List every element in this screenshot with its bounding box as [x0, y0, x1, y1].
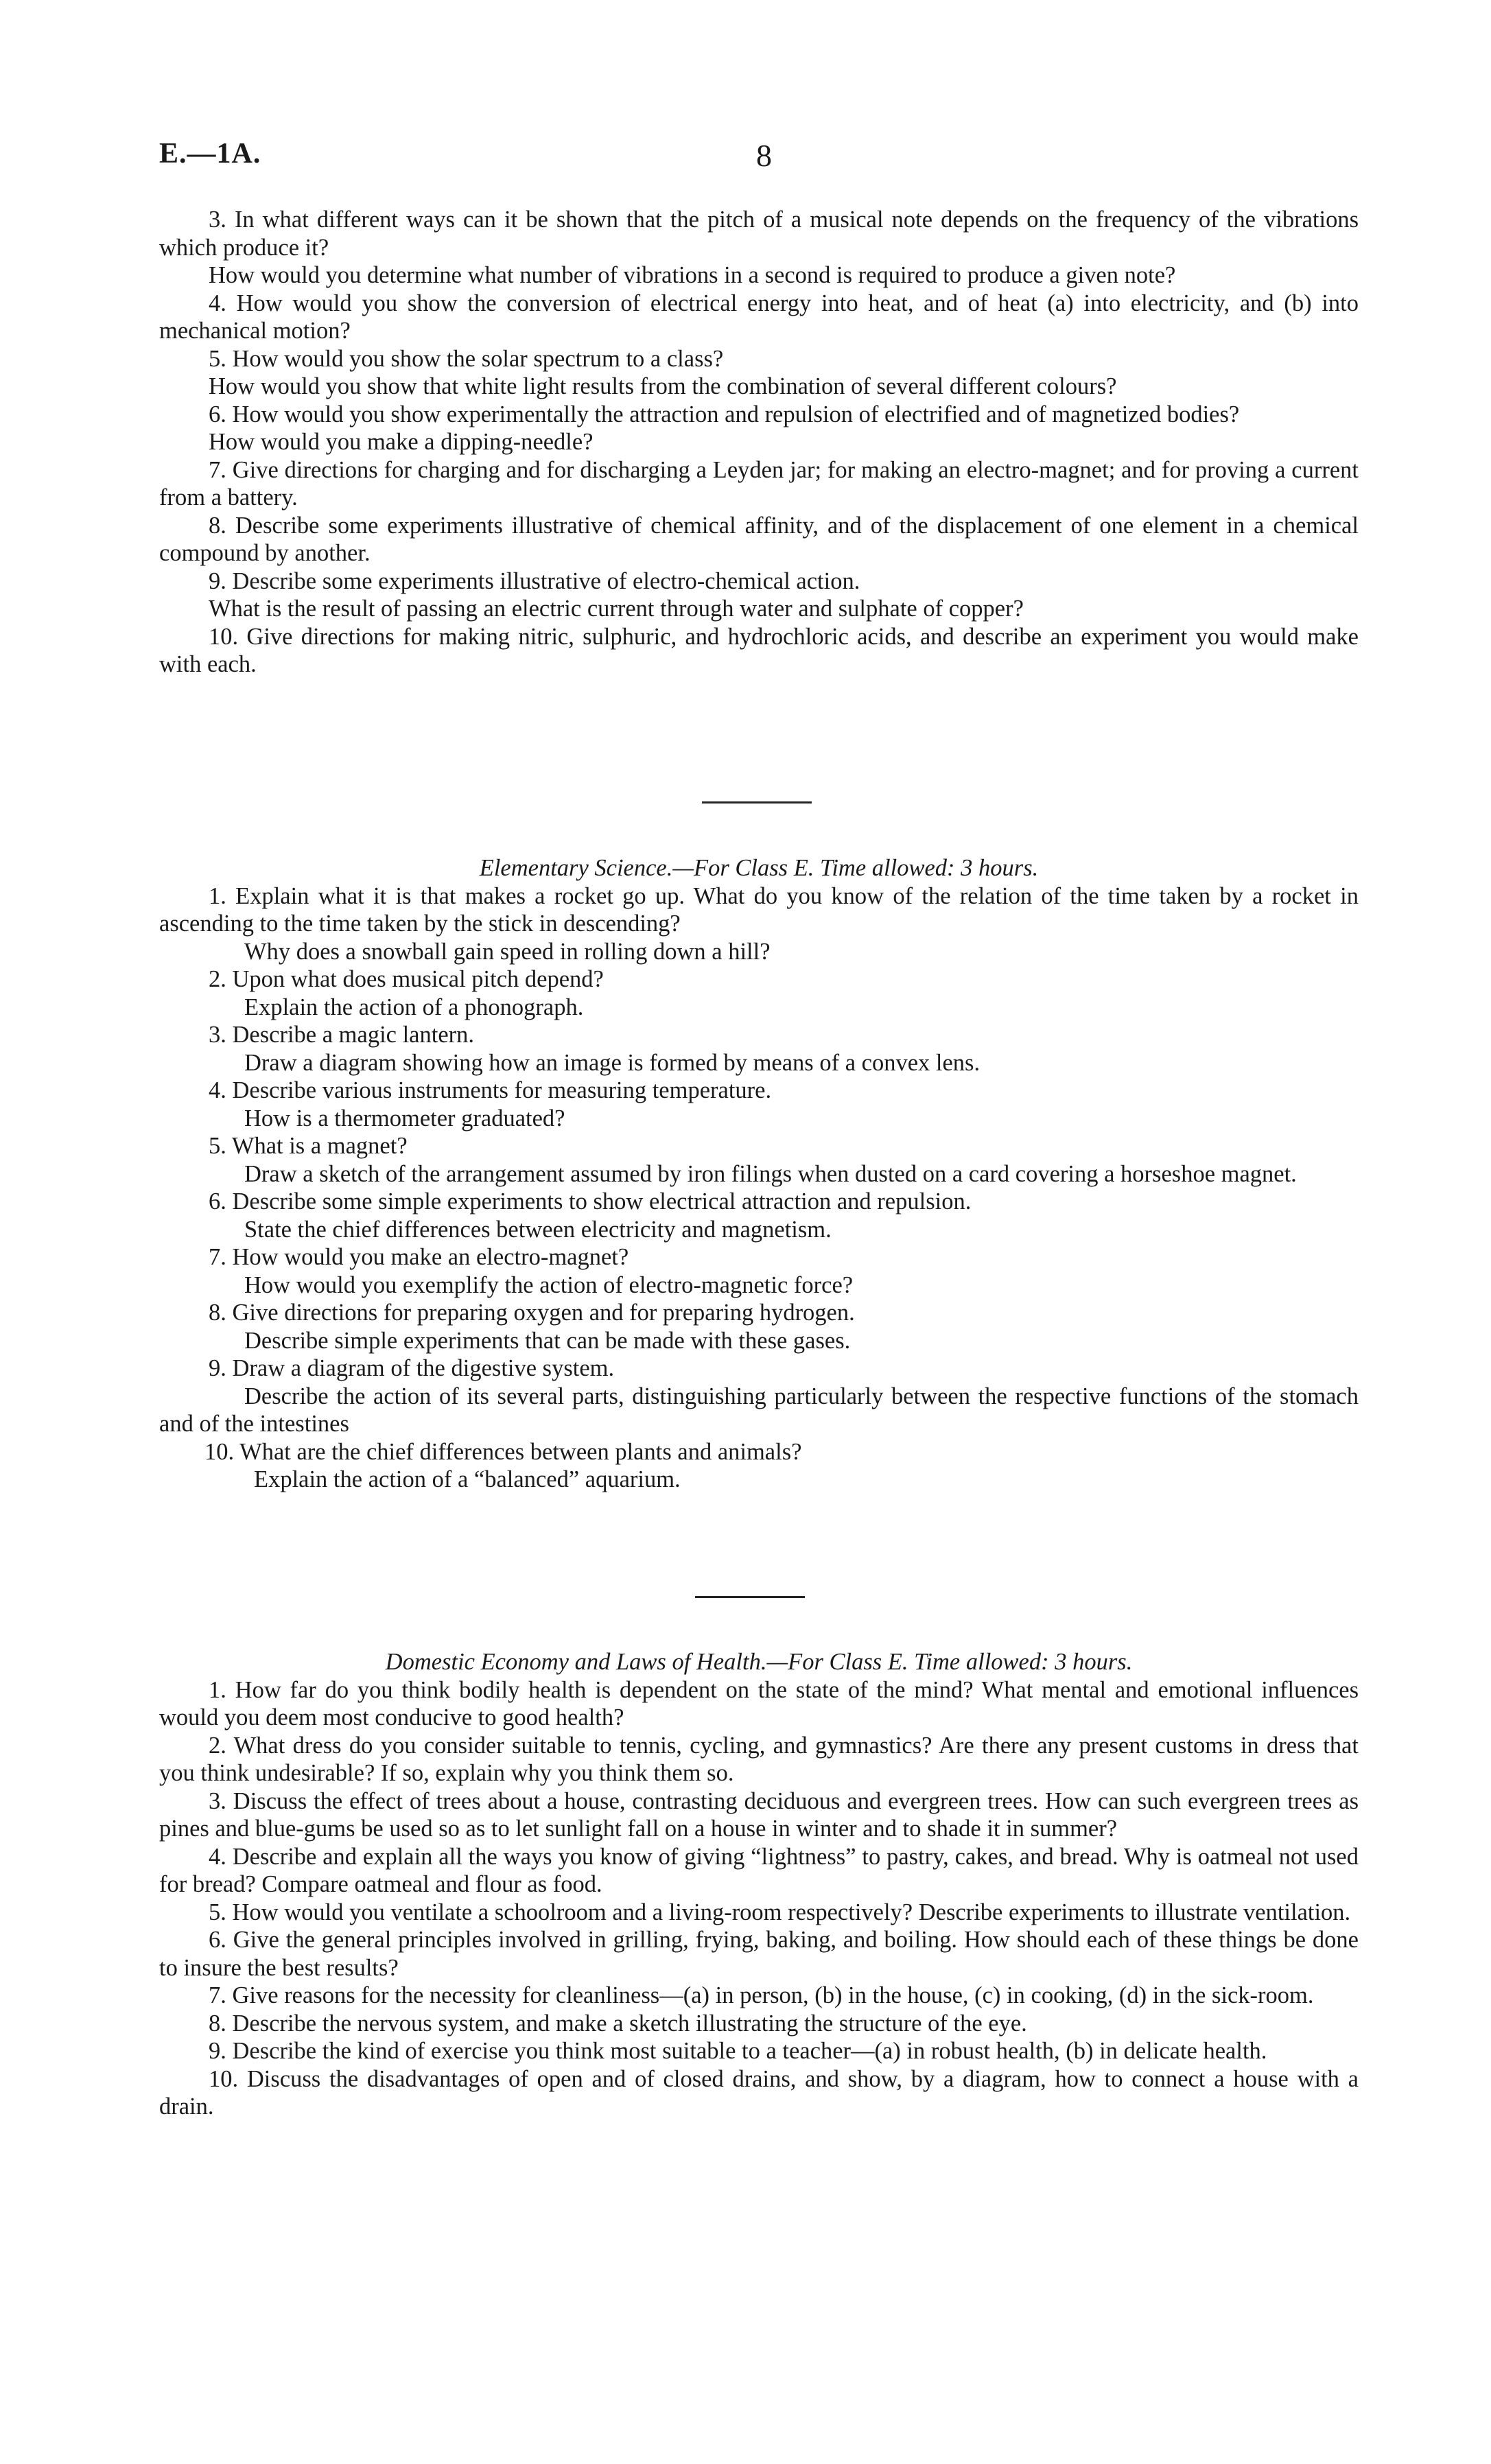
question: 4. Describe various instruments for measuring temperature. — [209, 1077, 772, 1103]
question: 6. Give the general principles involved in grilling, frying, baking, and boiling. How should each of these things be done to insure the best results? — [159, 1927, 1359, 1981]
sub-question: How would you exemplify the action of electro-magnetic force? — [244, 1271, 854, 1298]
section-divider — [702, 801, 812, 803]
question: 9. Draw a diagram of the digestive system. — [209, 1355, 615, 1381]
question: 9. Describe some experiments illustrative of electro-chemical action. — [209, 567, 860, 594]
question: 10. Give directions for making nitric, sulphuric, and hydrochloric acids, and describe an experiment you would make with each. — [159, 623, 1359, 677]
sub-question: How would you make a dipping-needle? — [209, 429, 594, 455]
question: 8. Give directions for preparing oxygen and for preparing hydrogen. — [209, 1300, 855, 1326]
question: 7. Give reasons for the necessity for cleanliness—(a) in person, (b) in the house, (c) in cooking, (d) in the sick-room. — [209, 1982, 1314, 2008]
question: 5. How would you ventilate a schoolroom and a living-room respectively? Describe experiments to illustrate ventilation. — [209, 1899, 1351, 1925]
physics-questions-continued — [159, 206, 1359, 679]
sub-question: Draw a sketch of the arrangement assumed by iron filings when dusted on a card covering a horseshoe magnet. — [244, 1160, 1297, 1187]
section-title: Elementary Science.—For Class E. Time allowed: 3 hours. — [479, 855, 1039, 881]
elementary-science-section — [159, 854, 1359, 1494]
question: 3. Discuss the effect of trees about a house, contrasting deciduous and evergreen trees. How can such evergreen trees as pines and blue-gums be used so as to let sunlight fall on a house in winter and to shade it in summer? — [159, 1787, 1359, 1842]
question: 6. Describe some simple experiments to show electrical attraction and repulsion. — [209, 1188, 972, 1215]
page-number: 8 — [756, 138, 772, 173]
domestic-economy-section — [159, 1648, 1359, 2121]
question: 3. Describe a magic lantern. — [209, 1022, 474, 1048]
question: 2. What dress do you consider suitable to tennis, cycling, and gymnastics? Are there any present customs in dress that you think undesirable? If so, explain why you think them so. — [159, 1732, 1359, 1786]
question: 5. How would you show the solar spectrum to a class? — [209, 345, 724, 372]
question: 6. How would you show experimentally the attraction and repulsion of electrified and of magnetized bodies? — [209, 401, 1240, 427]
sub-question: Describe the action of its several parts, distinguishing particularly between the respective functions of the stomach and of the intestines — [159, 1383, 1359, 1437]
sub-question: How would you determine what number of vibrations in a second is required to produce a given note? — [209, 262, 1176, 288]
sub-question: State the chief differences between electricity and magnetism. — [244, 1216, 832, 1243]
sub-question: How is a thermometer graduated? — [244, 1105, 565, 1131]
question: 9. Describe the kind of exercise you think most suitable to a teacher—(a) in robust health, (b) in delicate health. — [209, 2038, 1267, 2064]
question: 10. Discuss the disadvantages of open and of closed drains, and show, by a diagram, how to connect a house with a drain. — [159, 2065, 1359, 2120]
document-code: E.—1A. — [159, 138, 261, 169]
question: 5. What is a magnet? — [209, 1133, 408, 1159]
question: 7. Give directions for charging and for discharging a Leyden jar; for making an electro-magnet; and for proving a current from a battery. — [159, 456, 1359, 511]
question: 10. What are the chief differences between plants and animals? — [204, 1438, 802, 1465]
sub-question: Draw a diagram showing how an image is formed by means of a convex lens. — [244, 1049, 981, 1076]
sub-question: Why does a snowball gain speed in rolling down a hill? — [244, 938, 771, 965]
question: 3. In what different ways can it be shown that the pitch of a musical note depends on the frequency of the vibrations which produce it? — [159, 207, 1359, 261]
question: 2. Upon what does musical pitch depend? — [209, 966, 604, 992]
question: 1. How far do you think bodily health is dependent on the state of the mind? What mental and emotional influences would you deem most conducive to good health? — [159, 1676, 1359, 1730]
question: 8. Describe the nervous system, and make a sketch illustrating the structure of the eye. — [209, 2010, 1027, 2037]
question: 4. Describe and explain all the ways you know of giving “lightness” to pastry, cakes, and bread. Why is oatmeal not used for bread? Compare oatmeal and flour as food. — [159, 1843, 1359, 1897]
page-header — [159, 137, 1367, 178]
question: 4. How would you show the conversion of electrical energy into heat, and of heat (a) into electricity, and (b) into mechanical motion? — [159, 290, 1359, 344]
sub-question: How would you show that white light results from the combination of several different colours? — [209, 373, 1117, 399]
sub-question: Explain the action of a phonograph. — [244, 994, 584, 1020]
question: 7. How would you make an electro-magnet? — [209, 1244, 629, 1270]
section-title: Domestic Economy and Laws of Health.—For Class E. Time allowed: 3 hours. — [385, 1649, 1133, 1675]
question: 8. Describe some experiments illustrative of chemical affinity, and of the displacement of one element in a chemical compound by another. — [159, 512, 1359, 566]
sub-question: Describe simple experiments that can be made with these gases. — [244, 1327, 851, 1354]
sub-question: Explain the action of a “balanced” aquarium. — [254, 1466, 681, 1492]
sub-question: What is the result of passing an electric current through water and sulphate of copper? — [209, 596, 1024, 622]
question: 1. Explain what it is that makes a rocket go up. What do you know of the relation of the time taken by a rocket in ascending to the time taken by the stick in descending? — [159, 882, 1359, 937]
section-divider — [695, 1596, 805, 1598]
